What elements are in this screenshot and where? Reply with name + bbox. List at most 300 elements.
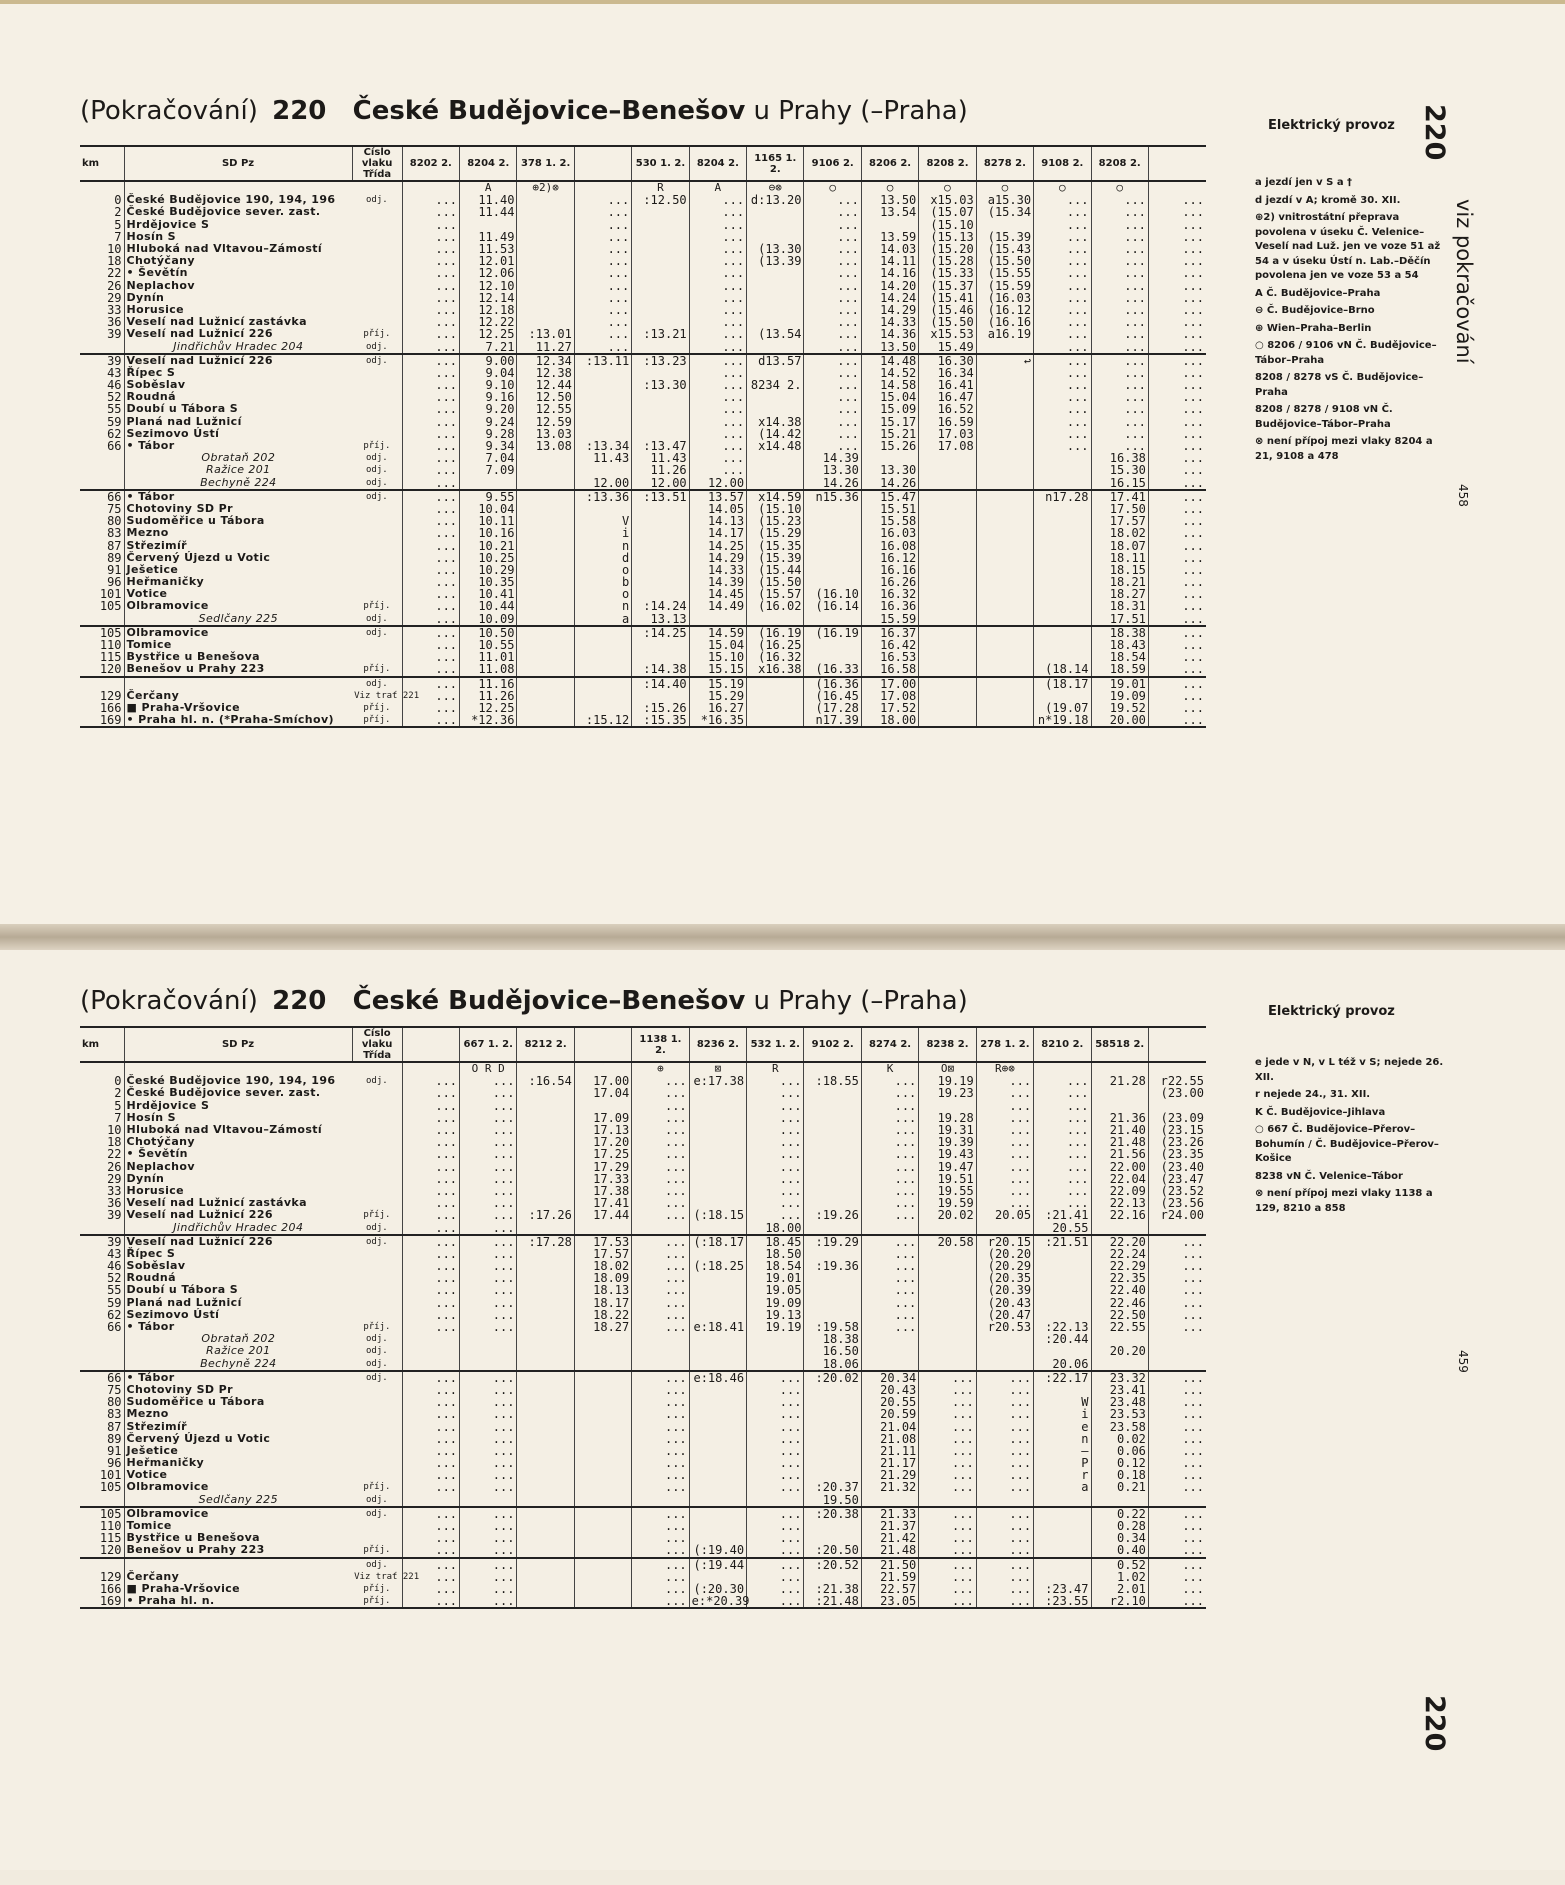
timetable-row: [80, 1583, 1206, 1595]
time-cell: 14.26: [804, 477, 861, 490]
time-cell: ...: [402, 1571, 459, 1583]
time-cell: [632, 219, 689, 231]
time-cell: [632, 340, 689, 353]
time-cell: 9.24: [460, 416, 517, 428]
time-cell: 19.01: [1091, 677, 1148, 690]
time-cell: 15.49: [919, 340, 976, 353]
time-cell: ...: [747, 1100, 804, 1112]
time-cell: [1091, 1494, 1148, 1507]
footnote: ⊕ Wien–Praha–Berlin: [1255, 322, 1372, 334]
time-cell: [804, 1408, 861, 1420]
time-cell: r20.15: [976, 1235, 1033, 1248]
time-cell: ...: [402, 714, 459, 727]
time-cell: [919, 527, 976, 539]
time-cell: :13.47: [632, 440, 689, 452]
arr-dep-mark: příj.: [363, 1545, 391, 1556]
station-name: Sezimovo Ústí: [124, 1309, 352, 1321]
station-name: Chotýčany: [124, 1136, 352, 1148]
time-cell: 23.48: [1091, 1396, 1148, 1408]
km-cell: 36: [107, 1196, 122, 1211]
time-cell: [517, 651, 574, 663]
time-cell: 20.55: [1034, 1221, 1091, 1234]
train-symbol: ○: [861, 181, 918, 194]
time-cell: 14.52: [861, 367, 918, 379]
time-cell: ...: [1148, 1583, 1206, 1595]
time-cell: [976, 477, 1033, 490]
time-cell: ...: [1148, 1558, 1206, 1571]
time-cell: [804, 1284, 861, 1296]
time-cell: [976, 1345, 1033, 1357]
time-cell: ...: [976, 1148, 1033, 1160]
time-cell: ...: [1091, 206, 1148, 218]
arr-dep-mark: [352, 503, 402, 515]
time-cell: [517, 1358, 574, 1371]
train-number: [574, 1027, 631, 1062]
time-cell: 13.54: [861, 206, 918, 218]
time-cell: ...: [1148, 280, 1206, 292]
time-cell: :20.50: [804, 1544, 861, 1557]
time-cell: [517, 1087, 574, 1099]
time-cell: [804, 1136, 861, 1148]
time-cell: ...: [861, 1136, 918, 1148]
time-cell: 16.03: [861, 527, 918, 539]
time-cell: :14.25: [632, 626, 689, 639]
time-cell: 18.54: [1091, 651, 1148, 663]
time-cell: 15.15: [689, 663, 746, 676]
time-cell: (16.03: [976, 292, 1033, 304]
time-cell: ...: [919, 1420, 976, 1432]
time-cell: [1034, 1494, 1091, 1507]
time-cell: ...: [1148, 1481, 1206, 1493]
arr-dep-mark: [352, 1161, 402, 1173]
time-cell: ...: [402, 1124, 459, 1136]
time-cell: ↩: [976, 354, 1033, 367]
train-symbol: ○: [976, 181, 1033, 194]
time-cell: 16.41: [919, 379, 976, 391]
train-number: 378 1. 2.: [517, 146, 574, 181]
time-cell: ...: [402, 1420, 459, 1432]
time-cell: ...: [632, 1532, 689, 1544]
time-cell: [976, 576, 1033, 588]
time-cell: (16.25: [747, 639, 804, 651]
time-cell: [689, 1124, 746, 1136]
time-cell: ...: [632, 1112, 689, 1124]
time-cell: ...: [1034, 340, 1091, 353]
time-cell: [574, 1371, 631, 1384]
time-cell: [1034, 600, 1091, 612]
time-cell: 9.16: [460, 391, 517, 403]
time-cell: 12.44: [517, 379, 574, 391]
time-cell: [517, 626, 574, 639]
time-cell: *12.36: [460, 714, 517, 727]
station-name: Planá nad Lužnicí: [124, 416, 352, 428]
km-cell: 26: [107, 1159, 122, 1174]
time-cell: ...: [804, 206, 861, 218]
time-cell: [919, 1100, 976, 1112]
time-cell: (20.43: [976, 1297, 1033, 1309]
time-cell: ...: [632, 1197, 689, 1209]
time-cell: ...: [861, 1297, 918, 1309]
time-cell: [804, 1384, 861, 1396]
time-cell: ...: [632, 1260, 689, 1272]
time-cell: ...: [919, 1520, 976, 1532]
time-cell: ...: [1148, 1384, 1206, 1396]
time-cell: ...: [861, 1248, 918, 1260]
km-cell: 5: [114, 217, 122, 232]
time-cell: 9.20: [460, 403, 517, 415]
time-cell: ...: [574, 328, 631, 340]
time-cell: ...: [747, 1445, 804, 1457]
time-cell: 23.41: [1091, 1384, 1148, 1396]
time-cell: ...: [747, 1148, 804, 1160]
time-cell: [517, 1161, 574, 1173]
time-cell: ...: [574, 194, 631, 206]
time-cell: [747, 1494, 804, 1507]
time-cell: 14.48: [861, 354, 918, 367]
time-cell: 18.50: [747, 1248, 804, 1260]
time-cell: (16.16: [976, 316, 1033, 328]
time-cell: ...: [689, 354, 746, 367]
time-cell: ...: [402, 403, 459, 415]
time-cell: 12.00: [574, 477, 631, 490]
time-cell: ...: [861, 1161, 918, 1173]
time-cell: [1034, 639, 1091, 651]
time-cell: (16.19: [747, 626, 804, 639]
time-cell: [919, 552, 976, 564]
time-cell: ...: [1148, 354, 1206, 367]
time-cell: ...: [460, 1532, 517, 1544]
time-cell: ...: [402, 367, 459, 379]
time-cell: ...: [402, 464, 459, 476]
station-name: Hluboká nad Vltavou–Zámostí: [124, 1124, 352, 1136]
footnote: ⊗ není přípoj mezi vlaky 8204 a 21, 9108 a 478: [1255, 436, 1433, 462]
route-name: České Budějovice–Benešov: [352, 96, 746, 126]
timetable-row: [80, 1272, 1206, 1284]
train-symbol: ○: [1091, 181, 1148, 194]
time-cell: [402, 1494, 459, 1507]
time-cell: 18.02: [1091, 527, 1148, 539]
time-cell: [747, 1358, 804, 1371]
km-cell: 115: [99, 1531, 122, 1546]
time-cell: 20.00: [1091, 714, 1148, 727]
time-cell: [517, 527, 574, 539]
time-cell: 14.13: [689, 515, 746, 527]
time-cell: ...: [976, 1558, 1033, 1571]
time-cell: 15.04: [689, 639, 746, 651]
time-cell: b: [574, 576, 631, 588]
time-cell: 22.57: [861, 1583, 918, 1595]
footnote: A Č. Budějovice–Praha: [1255, 287, 1381, 299]
station-name: Tomice: [124, 1520, 352, 1532]
time-cell: ...: [402, 194, 459, 206]
time-cell: ...: [689, 304, 746, 316]
time-cell: [1034, 539, 1091, 551]
km-cell: 39: [80, 1235, 124, 1248]
time-cell: ...: [460, 1481, 517, 1493]
time-cell: ...: [1148, 304, 1206, 316]
time-cell: [517, 1408, 574, 1420]
time-cell: :15.35: [632, 714, 689, 727]
time-cell: ...: [689, 219, 746, 231]
station-name: ■ Praha-Vršovice: [124, 1583, 352, 1595]
time-cell: [689, 1457, 746, 1469]
time-cell: ...: [632, 1481, 689, 1493]
time-cell: 9.10: [460, 379, 517, 391]
arr-dep-mark: odj.: [366, 613, 388, 624]
time-cell: ...: [402, 626, 459, 639]
time-cell: ...: [919, 1571, 976, 1583]
arr-dep-mark: odj.: [366, 1346, 388, 1357]
time-cell: [804, 1520, 861, 1532]
time-cell: ...: [460, 1583, 517, 1595]
time-cell: ...: [402, 304, 459, 316]
time-cell: :21.38: [804, 1583, 861, 1595]
time-cell: (15.07: [919, 206, 976, 218]
time-cell: ...: [632, 1469, 689, 1481]
time-cell: (15.10: [747, 503, 804, 515]
time-cell: [976, 340, 1033, 353]
time-cell: ...: [747, 1544, 804, 1557]
time-cell: ...: [1148, 490, 1206, 503]
time-cell: 14.20: [861, 280, 918, 292]
time-cell: 15.47: [861, 490, 918, 503]
train-symbol: [402, 1062, 459, 1075]
time-cell: 11.53: [460, 243, 517, 255]
time-cell: 17.53: [574, 1235, 631, 1248]
time-cell: ...: [1148, 600, 1206, 612]
time-cell: [517, 219, 574, 231]
time-cell: ...: [861, 1209, 918, 1221]
km-cell: 129: [99, 688, 122, 703]
station-name: Červený Újezd u Votic: [124, 1433, 352, 1445]
time-cell: ...: [919, 1371, 976, 1384]
footnote: ⊕2) vnitrostátní přeprava povolena v úseku Č. Velenice–Veselí nad Luž. jen ve voze 51 až 54 a v úseku Ústí n. Lab.–Děčín povolena jen ve voze 53 a 54: [1255, 212, 1441, 281]
time-cell: [689, 1408, 746, 1420]
time-cell: 17.33: [574, 1173, 631, 1185]
time-cell: 20.43: [861, 1384, 918, 1396]
train-symbol: ○: [919, 181, 976, 194]
time-cell: ...: [1091, 416, 1148, 428]
time-cell: [747, 702, 804, 714]
time-cell: 17.41: [1091, 490, 1148, 503]
time-cell: ...: [1148, 613, 1206, 626]
time-cell: ...: [976, 1371, 1033, 1384]
train-number: 278 1. 2.: [976, 1027, 1033, 1062]
time-cell: [460, 219, 517, 231]
time-cell: (15.37: [919, 280, 976, 292]
km-cell: 105: [80, 626, 124, 639]
time-cell: [517, 503, 574, 515]
time-cell: n15.36: [804, 490, 861, 503]
time-cell: ...: [402, 255, 459, 267]
time-cell: [632, 539, 689, 551]
time-cell: [517, 304, 574, 316]
train-symbol: [574, 1062, 631, 1075]
time-cell: ...: [1034, 267, 1091, 279]
timetable-row: [80, 613, 1206, 626]
time-cell: [517, 702, 574, 714]
time-cell: 10.25: [460, 552, 517, 564]
station-name: Řípec S: [124, 1248, 352, 1260]
time-cell: n17.28: [1034, 490, 1091, 503]
time-cell: ...: [1148, 714, 1206, 727]
station-name: České Budějovice sever. zast.: [124, 1087, 352, 1099]
time-cell: (16.32: [747, 651, 804, 663]
time-cell: [460, 477, 517, 490]
time-cell: [919, 1221, 976, 1234]
footnote: ⊗ není přípoj mezi vlaky 1138 a 129, 8210 a 858: [1255, 1188, 1433, 1214]
time-cell: 22.24: [1091, 1248, 1148, 1260]
time-cell: [689, 1297, 746, 1309]
time-cell: [517, 1333, 574, 1345]
time-cell: –: [1034, 1445, 1091, 1457]
time-cell: ...: [747, 1173, 804, 1185]
time-cell: ...: [632, 1371, 689, 1384]
time-cell: [804, 1297, 861, 1309]
time-cell: 20.06: [1034, 1358, 1091, 1371]
time-cell: ...: [402, 267, 459, 279]
station-name: Heřmaničky: [124, 576, 352, 588]
time-cell: [517, 1248, 574, 1260]
time-cell: ...: [689, 367, 746, 379]
time-cell: [632, 231, 689, 243]
time-cell: :12.50: [632, 194, 689, 206]
timetable-row: [80, 564, 1206, 576]
time-cell: (16.02: [747, 600, 804, 612]
time-cell: [517, 1100, 574, 1112]
time-cell: ...: [747, 1185, 804, 1197]
time-cell: ...: [747, 1112, 804, 1124]
time-cell: [919, 1297, 976, 1309]
time-cell: [976, 440, 1033, 452]
time-cell: 12.59: [517, 416, 574, 428]
time-cell: [517, 267, 574, 279]
time-cell: [976, 527, 1033, 539]
time-cell: d: [574, 552, 631, 564]
arr-dep-mark: [352, 391, 402, 403]
time-cell: ...: [402, 639, 459, 651]
time-cell: [747, 292, 804, 304]
km-cell: 39: [107, 1208, 122, 1223]
station-name: • Praha hl. n.: [124, 1595, 352, 1608]
time-cell: 0.40: [1091, 1544, 1148, 1557]
time-cell: ...: [1034, 194, 1091, 206]
time-cell: ...: [747, 1595, 804, 1608]
time-cell: [976, 403, 1033, 415]
time-cell: ...: [402, 702, 459, 714]
time-cell: [574, 1469, 631, 1481]
time-cell: [1034, 1248, 1091, 1260]
time-cell: [689, 1136, 746, 1148]
timetable-row: [80, 1221, 1206, 1234]
station-name: Dynín: [124, 1173, 352, 1185]
timetable-row: [80, 340, 1206, 353]
time-cell: [689, 1148, 746, 1160]
time-cell: 19.51: [919, 1173, 976, 1185]
time-cell: ...: [632, 1396, 689, 1408]
arr-dep-mark: příj.: [363, 1322, 391, 1333]
timetable-row: [80, 1345, 1206, 1357]
time-cell: [517, 639, 574, 651]
time-cell: (15.43: [976, 243, 1033, 255]
station-name: Roudná: [124, 1272, 352, 1284]
time-cell: 21.56: [1091, 1148, 1148, 1160]
time-cell: [574, 651, 631, 663]
km-cell: 120: [99, 1543, 122, 1558]
time-cell: [1034, 452, 1091, 464]
arr-dep-mark: odj.: [366, 1334, 388, 1345]
time-cell: [517, 1583, 574, 1595]
arr-dep-mark: odj.: [352, 354, 402, 367]
time-cell: (23.52: [1148, 1185, 1206, 1197]
time-cell: 19.43: [919, 1148, 976, 1160]
time-cell: 22.40: [1091, 1284, 1148, 1296]
time-cell: [1148, 1345, 1206, 1357]
time-cell: 7.04: [460, 452, 517, 464]
time-cell: ...: [804, 367, 861, 379]
time-cell: (13.54: [747, 328, 804, 340]
km-cell: 87: [107, 1419, 122, 1434]
time-cell: 19.39: [919, 1136, 976, 1148]
time-cell: ...: [402, 206, 459, 218]
time-cell: [517, 1148, 574, 1160]
time-cell: [574, 1583, 631, 1595]
time-cell: ...: [861, 1112, 918, 1124]
station-name: Sezimovo Ústí: [124, 428, 352, 440]
time-cell: [517, 690, 574, 702]
time-cell: 18.00: [747, 1221, 804, 1234]
time-cell: [517, 1469, 574, 1481]
time-cell: 16.16: [861, 564, 918, 576]
time-cell: ...: [747, 1124, 804, 1136]
time-cell: [517, 292, 574, 304]
time-cell: 21.50: [861, 1558, 918, 1571]
time-cell: [919, 539, 976, 551]
train-number: 9102 2.: [804, 1027, 861, 1062]
train-number: 530 1. 2.: [632, 146, 689, 181]
time-cell: ...: [1091, 340, 1148, 353]
time-cell: 15.51: [861, 503, 918, 515]
station-name: Chotoviny SD Pr: [124, 1384, 352, 1396]
arr-dep-mark: příj.: [363, 1583, 391, 1594]
time-cell: ...: [460, 1384, 517, 1396]
time-cell: ...: [574, 340, 631, 353]
arr-dep-mark: [352, 539, 402, 551]
km-cell: 10: [107, 242, 122, 257]
station-name: Bystřice u Benešova: [124, 651, 352, 663]
time-cell: [574, 1558, 631, 1571]
time-cell: 21.32: [861, 1481, 918, 1493]
train-number: 8236 2.: [689, 1027, 746, 1062]
time-cell: ...: [919, 1457, 976, 1469]
time-cell: x14.38: [747, 416, 804, 428]
time-cell: 17.57: [574, 1248, 631, 1260]
time-cell: [804, 552, 861, 564]
time-cell: ...: [402, 600, 459, 612]
time-cell: ...: [919, 1544, 976, 1557]
station-name: Chotýčany: [124, 255, 352, 267]
side-continuation-label: viz pokračování: [1452, 199, 1476, 364]
station-cell: [124, 1062, 352, 1075]
time-cell: 0.12: [1091, 1457, 1148, 1469]
train-number: [1148, 146, 1206, 181]
time-cell: ...: [1034, 367, 1091, 379]
time-cell: 14.33: [689, 564, 746, 576]
km-cell: [80, 181, 124, 194]
time-cell: ...: [1034, 440, 1091, 452]
km-cell: 26: [107, 278, 122, 293]
header-class: Třída: [363, 1050, 392, 1061]
